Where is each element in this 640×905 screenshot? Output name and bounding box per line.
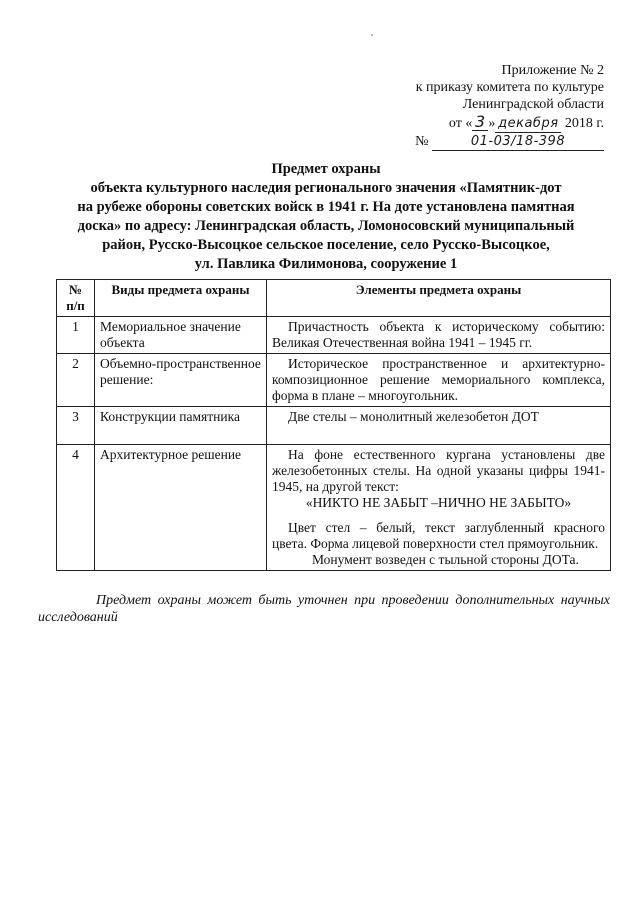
- date-day-handwritten: 3: [472, 113, 488, 131]
- element-text: Две стелы – монолитный железобетон ДОТ: [288, 409, 539, 424]
- number-prefix: №: [415, 134, 429, 149]
- element-text: Причастность объекта к историческому событию: Великая Отечественная война 1941 – 1945 гг.: [272, 319, 605, 350]
- heading-line: объекта культурного наследия регионального значения «Памятник-дот: [90, 180, 562, 196]
- footnote: Предмет охраны может быть уточнен при проведении дополнительных научных исследований: [38, 593, 610, 625]
- row-number: 1: [57, 317, 95, 354]
- table-header-row: [57, 280, 611, 317]
- heading-line: на рубеже обороны советских войск в 1941 г. На доте установлена памятная: [77, 199, 575, 215]
- table-row: [57, 445, 611, 571]
- table-row: [57, 354, 611, 407]
- element-text: На фоне естественного кургана установлены две железобетонных стелы. На одной указаны цифры 1941-1945, на другой текст:: [272, 447, 605, 494]
- stele-inscription: «НИКТО НЕ ЗАБЫТ –НИЧНО НЕ ЗАБЫТО»: [305, 495, 572, 510]
- heading-line: доска» по адресу: Ленинградская область, Ломоносовский муниципальный: [77, 218, 575, 234]
- table-row: [57, 317, 611, 354]
- document-heading: [46, 160, 606, 274]
- heading-line: район, Русско-Высоцкое сельское поселение, село Русско-Высоцкое,: [102, 237, 550, 253]
- header-number-pp: п/п: [66, 298, 85, 313]
- header-elements: Элементы предмета охраны: [267, 280, 611, 317]
- element-text: Монумент возведен с тыльной стороны ДОТа.: [312, 552, 579, 567]
- appendix-order-line: к приказу комитета по культуре: [415, 80, 604, 95]
- header-types: Виды предмета охраны: [95, 280, 267, 317]
- table-row: [57, 407, 611, 445]
- scan-dot: [371, 34, 373, 36]
- date-year: 2018 г.: [564, 116, 604, 131]
- row-type: Архитектурное решение: [95, 445, 267, 571]
- protection-table: [56, 279, 611, 571]
- row-number: 3: [57, 407, 95, 445]
- header-number-sign: №: [68, 282, 83, 297]
- row-elements: [267, 317, 611, 354]
- element-text: Цвет стел – белый, текст заглубленный красного цвета. Форма лицевой поверхности стел прямоугольник.: [272, 520, 605, 551]
- date-prefix: от «: [448, 116, 473, 131]
- heading-title: Предмет охраны: [271, 161, 381, 177]
- row-number: 4: [57, 445, 95, 571]
- appendix-date-line: [380, 113, 604, 133]
- row-elements: [267, 445, 611, 571]
- row-elements: [267, 407, 611, 445]
- appendix-block: [380, 62, 604, 151]
- date-month-handwritten: декабря: [495, 115, 561, 133]
- appendix-region-line: Ленинградской области: [462, 97, 604, 112]
- appendix-number-line: [380, 133, 604, 151]
- header-number: [57, 280, 95, 317]
- number-handwritten: 01-03/18-398: [432, 133, 604, 151]
- date-mid: »: [488, 116, 496, 131]
- row-number: 2: [57, 354, 95, 407]
- row-elements: [267, 354, 611, 407]
- element-text: Историческое пространственное и архитектурно-композиционное решение мемориального комплекса, форма в плане – многоугольник.: [272, 356, 605, 403]
- row-type: Объемно-пространственное решение:: [95, 354, 267, 407]
- heading-line: ул. Павлика Филимонова, сооружение 1: [194, 256, 458, 272]
- row-type: Конструкции памятника: [95, 407, 267, 445]
- appendix-title: Приложение № 2: [501, 63, 604, 78]
- row-type: Мемориальное значение объекта: [95, 317, 267, 354]
